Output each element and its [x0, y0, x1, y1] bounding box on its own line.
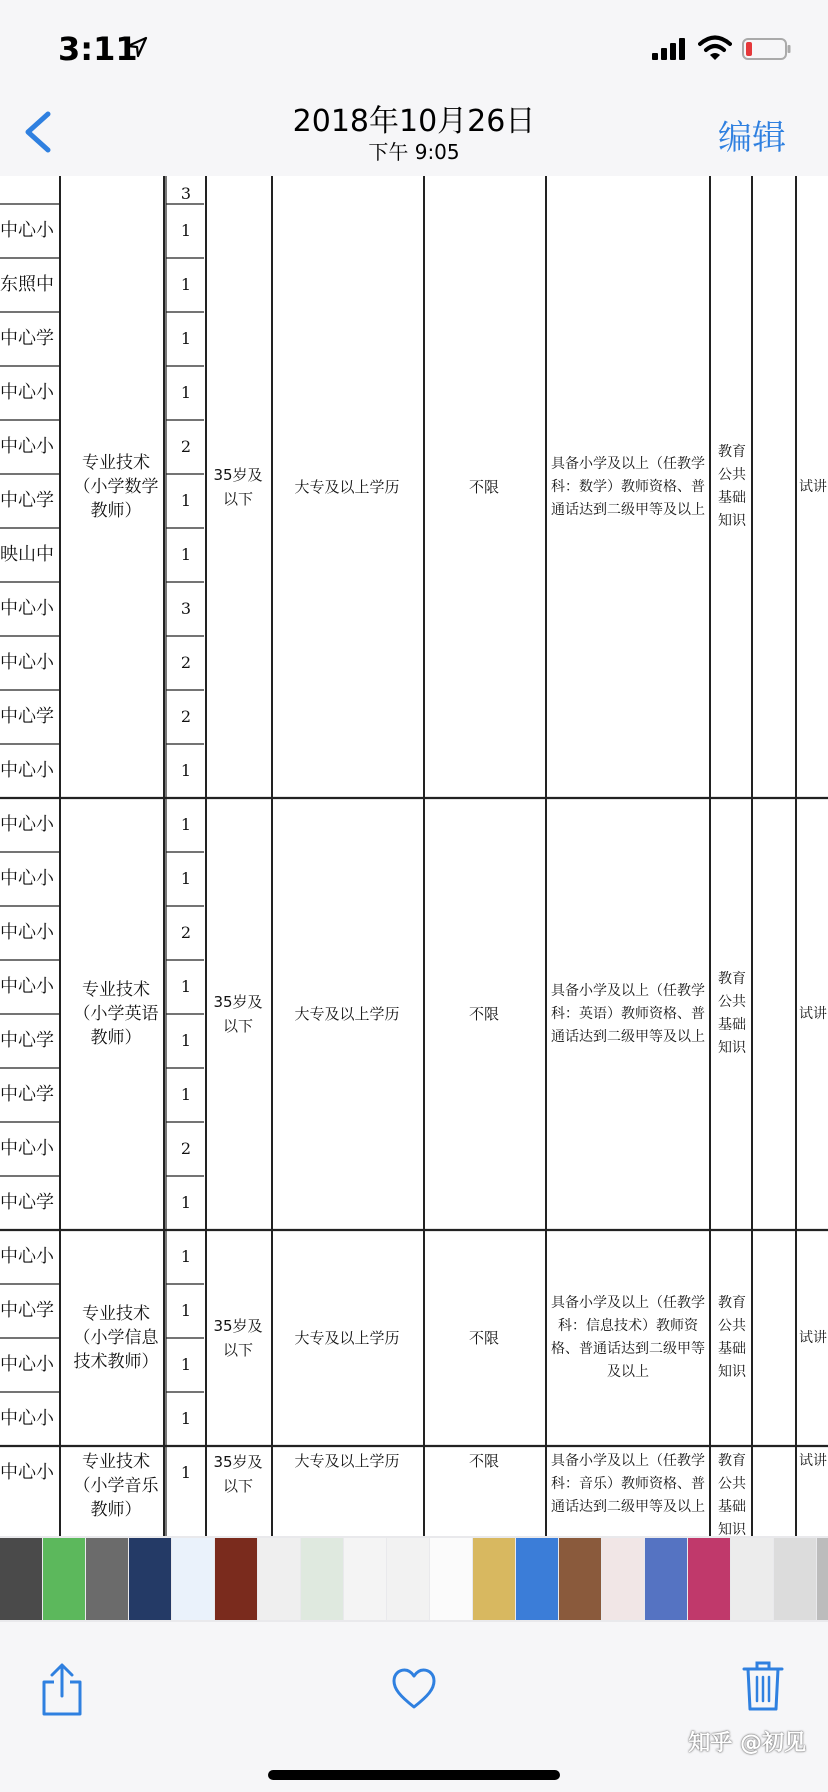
exam-subject-cell: 教育公共基础知识 [718, 971, 746, 1056]
photo-thumbnail[interactable] [43, 1538, 85, 1620]
org-name-cell: 中心小 [0, 868, 54, 889]
headcount-cell: 1 [180, 1301, 192, 1320]
watermark-text: 知乎 @初见 [688, 1731, 806, 1756]
headcount-cell: 1 [180, 329, 192, 348]
major-cell: 不限 [468, 1452, 499, 1470]
headcount-cell: 1 [180, 869, 192, 888]
photo-thumbnail[interactable] [430, 1538, 472, 1620]
photo-thumbnail[interactable] [516, 1538, 558, 1620]
org-name-cell: 中心学 [0, 1030, 54, 1051]
major-cell: 不限 [468, 1005, 499, 1023]
org-name-cell: 中心小 [0, 1462, 54, 1483]
photo-thumbnail[interactable] [129, 1538, 171, 1620]
age-limit-cell: 35岁及以下 [213, 466, 263, 508]
org-name-cell: 中心学 [0, 490, 54, 511]
org-name-cell: 中心小 [0, 922, 54, 943]
exam-subject-cell: 教育公共基础知识 [718, 1453, 746, 1536]
org-name-cell: 中心学 [0, 1300, 54, 1321]
org-name-cell: 中心学 [0, 328, 54, 349]
major-cell: 不限 [468, 1329, 499, 1347]
education-cell: 大专及以上学历 [294, 478, 400, 496]
qualification-cell: 具备小学及以上（任教学科：数学）教师资格、普通话达到二级甲等及以上 [551, 455, 705, 518]
headcount-cell: 1 [180, 1463, 192, 1482]
headcount-cell: 1 [180, 815, 192, 834]
org-name-cell: 中心小 [0, 976, 54, 997]
photo-thumbnail[interactable] [688, 1538, 730, 1620]
org-name-cell: 中心小 [0, 1246, 54, 1267]
org-name-cell: 中心小 [0, 814, 54, 835]
photo-thumbnail[interactable] [602, 1538, 644, 1620]
exam-subject-cell: 教育公共基础知识 [718, 444, 746, 529]
photo-view[interactable] [0, 176, 828, 1536]
headcount-cell: 2 [180, 437, 192, 456]
headcount-cell: 1 [180, 1409, 192, 1428]
post-name-cell: 专业技术（小学数学教师） [73, 453, 159, 521]
edit-button[interactable]: 编辑 [718, 118, 786, 158]
photo-thumbnail[interactable] [774, 1538, 816, 1620]
org-name-cell [0, 176, 58, 204]
post-name-cell: 专业技术（小学音乐教师） [73, 1452, 159, 1520]
location-arrow-icon [126, 36, 148, 58]
headcount-cell: 1 [180, 275, 192, 294]
photo-thumbnail[interactable] [86, 1538, 128, 1620]
org-name-cell: 中心学 [0, 1192, 54, 1213]
photo-thumbnail[interactable] [559, 1538, 601, 1620]
status-bar [0, 0, 828, 90]
headcount-cell: 1 [180, 977, 192, 996]
headcount-cell: 1 [180, 221, 192, 240]
heart-icon[interactable] [392, 1668, 436, 1710]
org-name-cell: 中心小 [0, 760, 54, 781]
status-time: 3:11 [58, 30, 138, 68]
photo-thumbnail[interactable] [731, 1538, 773, 1620]
org-name-cell: 中心小 [0, 598, 54, 619]
exam-subject-cell: 教育公共基础知识 [718, 1295, 746, 1380]
trash-icon[interactable] [742, 1660, 784, 1712]
headcount-cell: 3 [180, 599, 192, 618]
photo-thumbnail[interactable] [0, 1538, 42, 1620]
headcount-cell: 1 [180, 1355, 192, 1374]
photo-thumbnail[interactable] [817, 1538, 828, 1620]
nav-bar [0, 90, 828, 176]
headcount-cell: 1 [180, 1247, 192, 1266]
wifi-icon [698, 34, 732, 62]
org-name-cell: 映山中 [0, 544, 54, 565]
battery-icon [742, 38, 792, 60]
qualification-cell: 具备小学及以上（任教学科：英语）教师资格、普通话达到二级甲等及以上 [551, 982, 705, 1045]
headcount-cell: 1 [180, 383, 192, 402]
home-indicator [268, 1770, 560, 1780]
headcount-cell: 1 [180, 1031, 192, 1050]
org-name-cell: 中心小 [0, 436, 54, 457]
headcount-cell: 2 [180, 707, 192, 726]
headcount-cell: 3 [180, 184, 192, 203]
photo-time-subtitle: 下午 9:05 [368, 140, 460, 164]
headcount-cell: 1 [180, 761, 192, 780]
age-limit-cell: 35岁及以下 [213, 1453, 263, 1495]
org-name-cell: 中心小 [0, 1408, 54, 1429]
major-cell: 不限 [468, 478, 499, 496]
org-name-cell: 东照中 [0, 274, 54, 295]
post-name-cell: 专业技术（小学英语教师） [73, 980, 159, 1048]
education-cell: 大专及以上学历 [294, 1452, 400, 1470]
exam-method-cell: 试讲 [799, 1005, 827, 1022]
headcount-cell: 2 [180, 1139, 192, 1158]
photo-thumbnail[interactable] [473, 1538, 515, 1620]
headcount-cell: 2 [180, 653, 192, 672]
age-limit-cell: 35岁及以下 [213, 1317, 263, 1359]
photo-thumbnail[interactable] [645, 1538, 687, 1620]
headcount-cell: 2 [180, 923, 192, 942]
photo-thumbnail[interactable] [215, 1538, 257, 1620]
photo-thumbnail[interactable] [344, 1538, 386, 1620]
exam-method-cell: 试讲 [799, 1329, 827, 1346]
share-icon[interactable] [40, 1662, 84, 1718]
education-cell: 大专及以上学历 [294, 1005, 400, 1023]
org-name-cell: 中心学 [0, 706, 54, 727]
photo-thumbnail[interactable] [258, 1538, 300, 1620]
headcount-cell: 1 [180, 1085, 192, 1104]
age-limit-cell: 35岁及以下 [213, 993, 263, 1035]
org-name-cell: 中心小 [0, 1138, 54, 1159]
photo-thumbnail[interactable] [172, 1538, 214, 1620]
qualification-cell: 具备小学及以上（任教学科：音乐）教师资格、普通话达到二级甲等及以上 [551, 1453, 705, 1515]
post-name-cell: 专业技术（小学信息技术教师） [73, 1304, 159, 1372]
photo-thumbnail[interactable] [301, 1538, 343, 1620]
org-name-cell: 中心小 [0, 652, 54, 673]
org-name-cell: 中心小 [0, 220, 54, 241]
org-name-cell: 中心小 [0, 382, 54, 403]
exam-method-cell: 试讲 [799, 1453, 827, 1469]
education-cell: 大专及以上学历 [294, 1329, 400, 1347]
exam-method-cell: 试讲 [799, 478, 827, 495]
photo-date-title: 2018年10月26日 [292, 104, 536, 139]
org-name-cell: 中心小 [0, 1354, 54, 1375]
qualification-cell: 具备小学及以上（任教学科：信息技术）教师资格、普通话达到二级甲等及以上 [551, 1295, 705, 1380]
headcount-cell: 1 [180, 1193, 192, 1212]
photo-thumbnail[interactable] [387, 1538, 429, 1620]
headcount-cell: 1 [180, 491, 192, 510]
signal-icon [652, 38, 688, 60]
bottom-toolbar [0, 1622, 828, 1792]
thumbnail-strip[interactable] [0, 1536, 828, 1622]
org-name-cell: 中心学 [0, 1084, 54, 1105]
headcount-cell: 1 [180, 545, 192, 564]
